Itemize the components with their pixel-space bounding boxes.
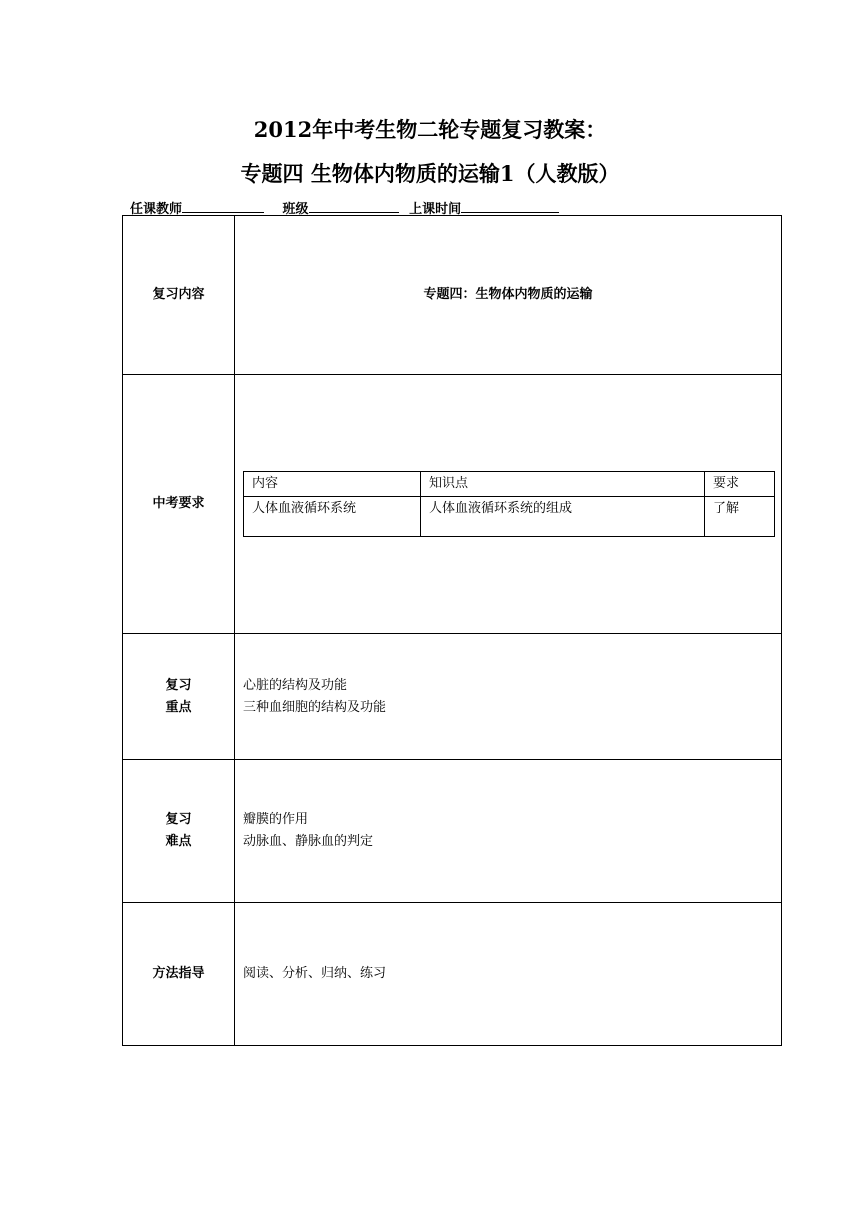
- requirements-cell-content: 人体血液循环系统: [244, 497, 421, 537]
- class-label: 班级: [282, 202, 309, 217]
- difficult-points-label: [123, 760, 235, 903]
- row-method: [123, 903, 782, 1046]
- difficult-points-label-line-1: 复习: [165, 812, 192, 827]
- teacher-label: 任课教师: [130, 202, 183, 217]
- review-content-label: 复习内容: [123, 216, 235, 375]
- method-value: 阅读、分析、归纳、练习: [235, 903, 782, 1046]
- row-review-content: [123, 216, 782, 375]
- class-blank: [309, 198, 399, 213]
- requirements-header-row: [244, 472, 775, 497]
- requirements-header-content: 内容: [244, 472, 421, 497]
- list-item: 三种血细胞的结构及功能: [243, 699, 387, 715]
- row-difficult-points: [123, 760, 782, 903]
- key-points-content: [235, 634, 782, 760]
- row-key-points: [123, 634, 782, 760]
- exam-requirements-label: 中考要求: [123, 375, 235, 634]
- requirements-cell-knowledge: 人体血液循环系统的组成: [421, 497, 705, 537]
- exam-requirements-cell: [235, 375, 782, 634]
- document-title-line-2: 专题四 生物体内物质的运输1（人教版）: [240, 161, 620, 186]
- table-row: [244, 497, 775, 537]
- list-item: 瓣膜的作用: [243, 812, 309, 827]
- lesson-plan-table: [122, 215, 782, 1046]
- document-title-line-1: 2012年中考生物二轮专题复习教案：: [253, 117, 607, 142]
- list-item: 动脉血、静脉血的判定: [243, 834, 374, 849]
- key-points-label-line-1: 复习: [165, 677, 192, 693]
- requirements-header-knowledge: 知识点: [421, 472, 705, 497]
- time-blank: [461, 198, 559, 213]
- row-exam-requirements: [123, 375, 782, 634]
- review-content-value: 专题四：生物体内物质的运输: [235, 216, 782, 375]
- key-points-label-line-2: 重点: [165, 699, 192, 715]
- time-label: 上课时间: [409, 202, 462, 217]
- requirements-cell-level: 了解: [705, 497, 775, 537]
- difficult-points-content: [235, 760, 782, 903]
- requirements-table: [243, 471, 775, 537]
- teacher-blank: [182, 198, 264, 213]
- difficult-points-label-line-2: 难点: [165, 834, 192, 849]
- requirements-header-level: 要求: [705, 472, 775, 497]
- list-item: 心脏的结构及功能: [243, 677, 348, 693]
- method-label: 方法指导: [123, 903, 235, 1046]
- key-points-label: [123, 634, 235, 760]
